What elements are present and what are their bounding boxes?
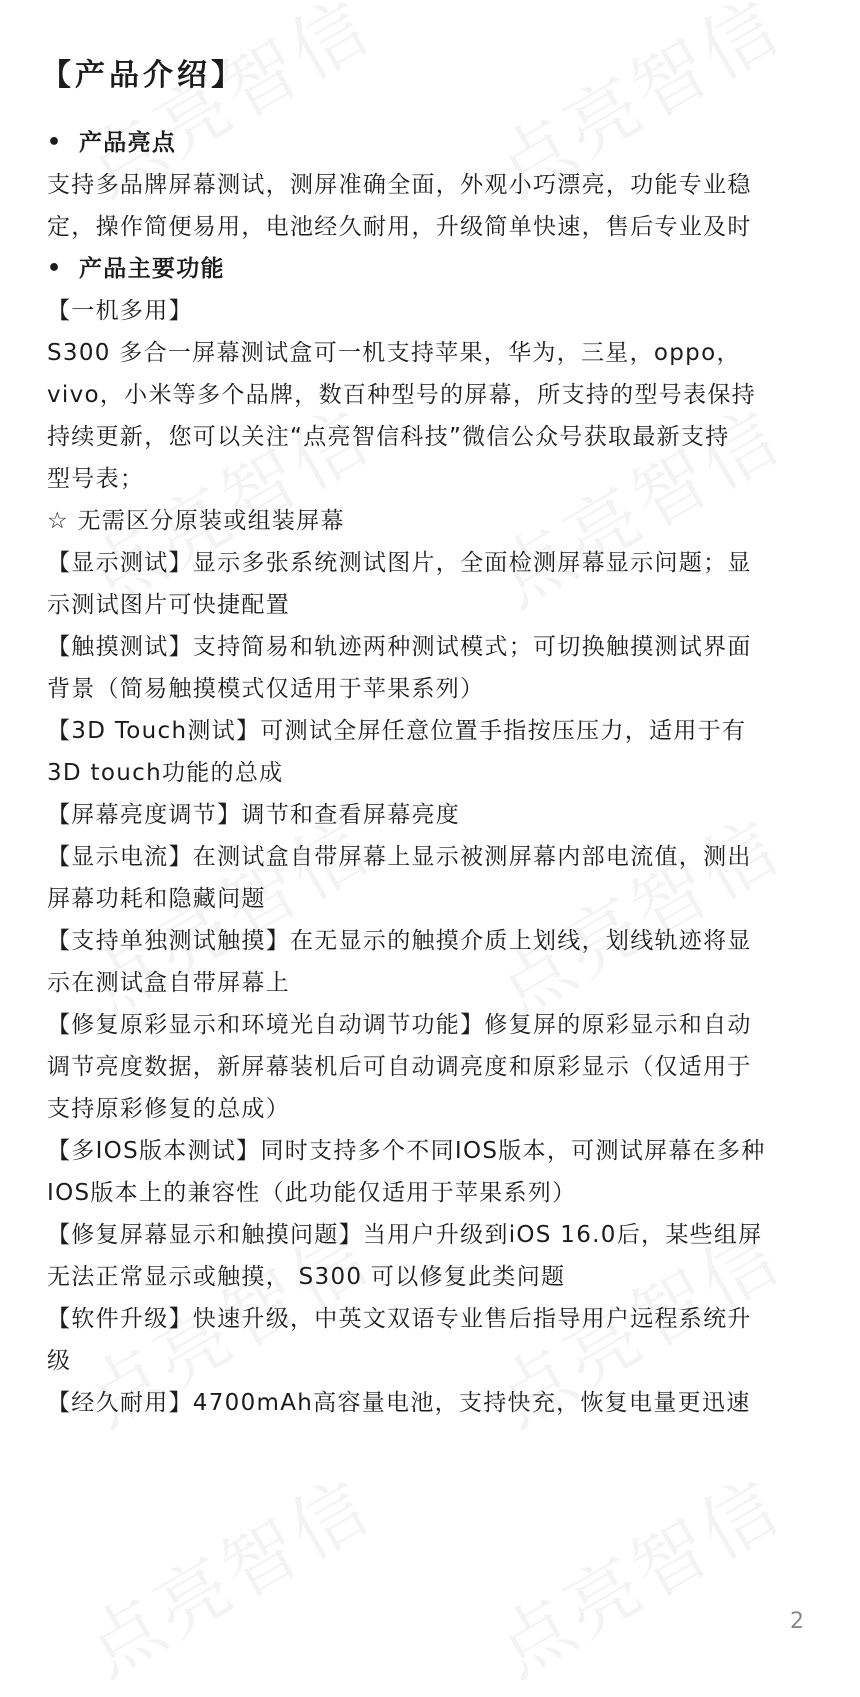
function-line: 【修复原彩显示和环境光自动调节功能】修复屏的原彩显示和自动 [47, 1012, 752, 1038]
function-line: IOS版本上的兼容性（此功能仅适用于苹果系列） [47, 1180, 577, 1206]
highlights-line: 定，操作简便易用，电池经久耐用，升级简单快速，售后专业及时 [47, 214, 752, 240]
function-line: 调节亮度数据，新屏幕装机后可自动调亮度和原彩显示（仅适用于 [47, 1054, 752, 1080]
function-line: 【显示测试】显示多张系统测试图片，全面检测屏幕显示问题；显 [47, 550, 752, 576]
function-line: 【多IOS版本测试】同时支持多个不同IOS版本，可测试屏幕在多种 [47, 1138, 766, 1164]
function-line: 级 [47, 1348, 72, 1374]
function-line: 【3D Touch测试】可测试全屏任意位置手指按压压力，适用于有 [47, 718, 747, 744]
bullet-icon: • [47, 256, 63, 281]
function-line: ☆ 无需区分原装或组装屏幕 [47, 508, 345, 534]
function-line: 型号表； [47, 466, 145, 492]
page-number: 2 [790, 1609, 804, 1634]
function-line: 示测试图片可快捷配置 [47, 592, 290, 618]
product-intro-section [41, 52, 827, 1424]
function-line: 无法正常显示或触摸， S300 可以修复此类问题 [47, 1264, 566, 1290]
bullet-icon: • [47, 130, 63, 155]
function-line: 背景（简易触摸模式仅适用于苹果系列） [47, 676, 485, 702]
highlights-heading-text: 产品亮点 [79, 130, 177, 156]
functions-heading-text: 产品主要功能 [79, 256, 225, 282]
function-line: S300 多合一屏幕测试盒可一机支持苹果，华为，三星，oppo， [47, 340, 741, 366]
watermark [474, 1449, 797, 1697]
function-line: 持续更新，您可以关注“点亮智信科技”微信公众号获取最新支持 [47, 424, 730, 450]
watermark [64, 1449, 387, 1697]
functions-heading [47, 248, 827, 290]
highlights-line: 支持多品牌屏幕测试，测屏准确全面，外观小巧漂亮，功能专业稳 [47, 172, 752, 198]
function-line: 【触摸测试】支持简易和轨迹两种测试模式；可切换触摸测试界面 [47, 634, 752, 660]
highlights-heading [47, 122, 827, 164]
function-line: 【修复屏幕显示和触摸问题】当用户升级到iOS 16.0后，某些组屏 [47, 1222, 763, 1248]
function-line: 【软件升级】快速升级，中英文双语专业售后指导用户远程系统升 [47, 1306, 752, 1332]
section-title: 【产品介绍】 [41, 58, 245, 93]
function-line: 【一机多用】 [47, 298, 193, 324]
function-line: 3D touch功能的总成 [47, 760, 284, 786]
function-line: 支持原彩修复的总成） [47, 1096, 290, 1122]
function-line: 示在测试盒自带屏幕上 [47, 970, 290, 996]
function-line: 【显示电流】在测试盒自带屏幕上显示被测屏幕内部电流值，测出 [47, 844, 752, 870]
function-line: 【屏幕亮度调节】调节和查看屏幕亮度 [47, 802, 461, 828]
function-line: 【经久耐用】4700mAh高容量电池，支持快充，恢复电量更迅速 [47, 1390, 751, 1416]
function-line: 【支持单独测试触摸】在无显示的触摸介质上划线，划线轨迹将显 [47, 928, 752, 954]
function-line: 屏幕功耗和隐藏问题 [47, 886, 266, 912]
function-line: vivo，小米等多个品牌，数百种型号的屏幕，所支持的型号表保持 [47, 382, 756, 408]
